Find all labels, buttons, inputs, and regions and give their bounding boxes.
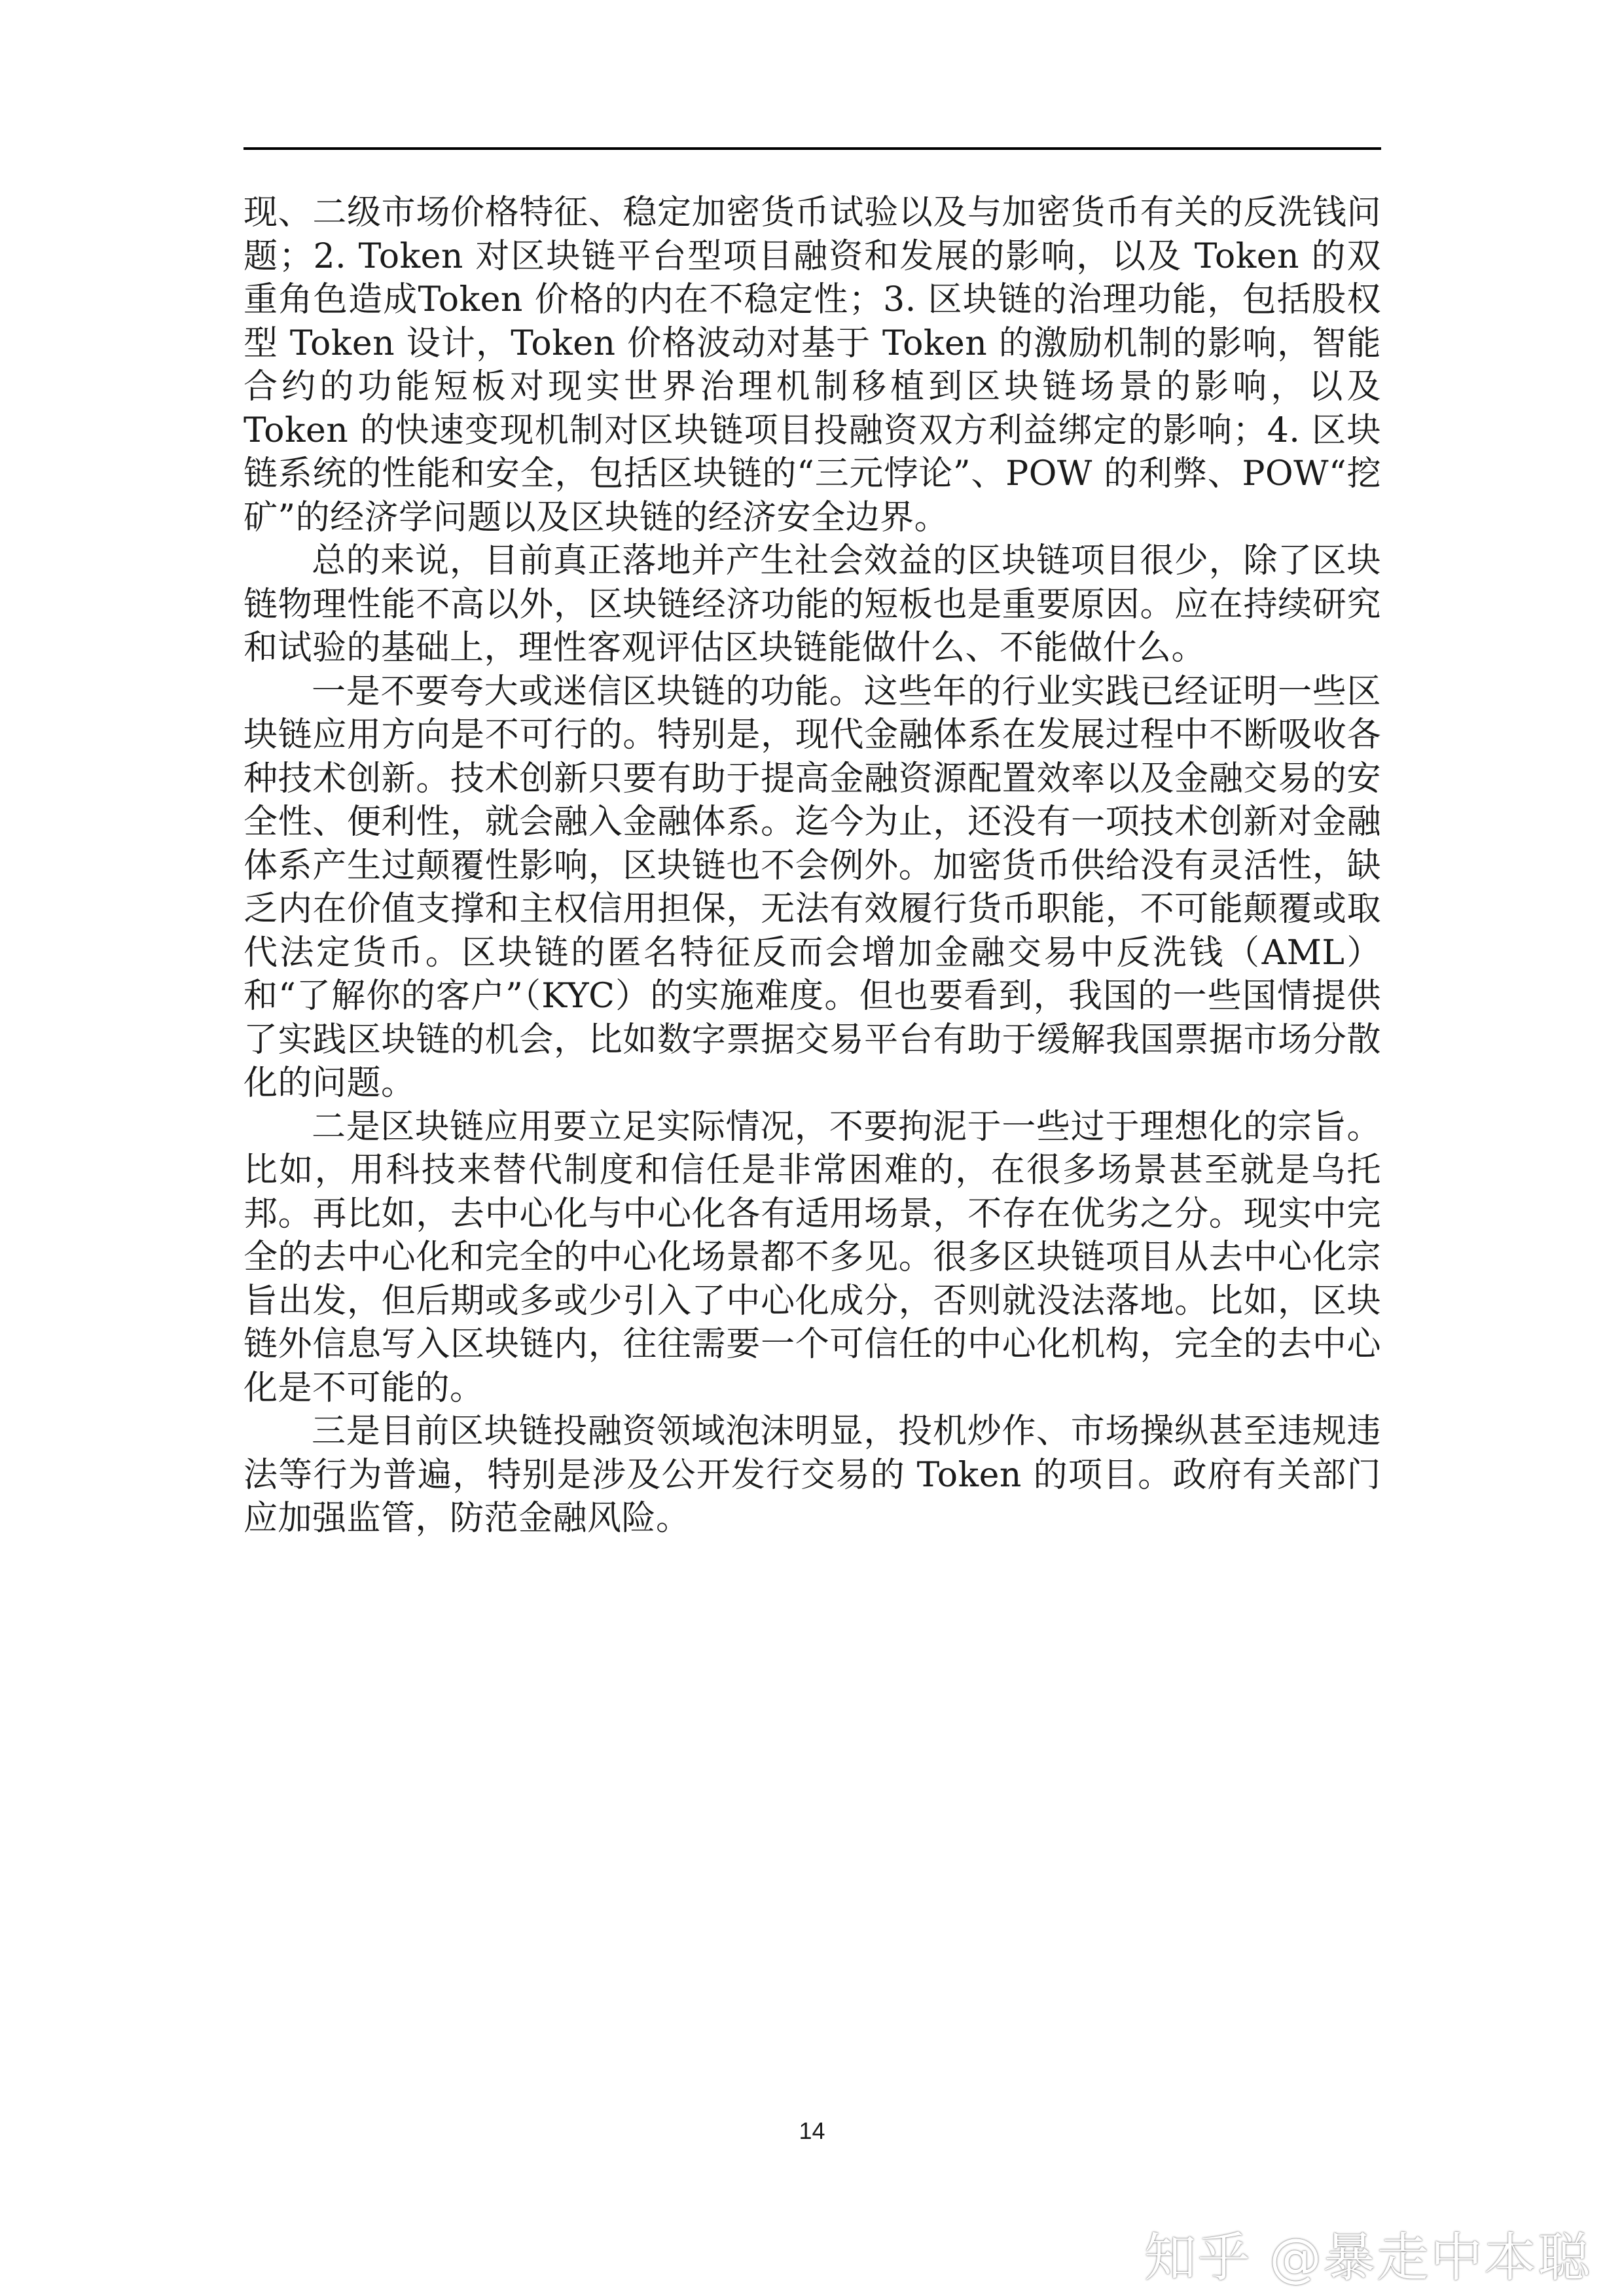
paragraph-point-three: 三是目前区块链投融资领域泡沫明显，投机炒作、市场操纵甚至违规违法等行为普遍，特别是涉及公开发行交易的 Token 的项目。政府有关部门应加强监管，防范金融风险。: [244, 1412, 1381, 1538]
paragraph-summary: 总的来说，目前真正落地并产生社会效益的区块链项目很少，除了区块链物理性能不高以外，区块链经济功能的短板也是重要原因。应在持续研究和试验的基础上，理性客观评估区块链能做什么、不能做什么。: [244, 541, 1381, 668]
paragraph-continuation: 现、二级市场价格特征、稳定加密货币试验以及与加密货币有关的反洗钱问题；2. Token 对区块链平台型项目融资和发展的影响，以及 Token 的双重角色造成Token 价格的内在不稳定性；3. 区块链的治理功能，包括股权型 Token 设计，Token 价格波动对基于 Token 的激励机制的影响，智能合约的功能短板对现实世界治理机制移植到区块链场景的影响，以及 Token 的快速变现机制对区块链项目投融资双方利益绑定的影响；4. 区块链系统的性能和安全，包括区块链的“三元悖论”、POW 的利弊、POW“挖矿”的经济学问题以及区块链的经济安全边界。: [244, 193, 1381, 537]
paragraph-point-two: 二是区块链应用要立足实际情况，不要拘泥于一些过于理想化的宗旨。比如，用科技来替代制度和信任是非常困难的，在很多场景甚至就是乌托邦。再比如，去中心化与中心化各有适用场景，不存在优劣之分。现实中完全的去中心化和完全的中心化场景都不多见。很多区块链项目从去中心化宗旨出发，但后期或多或少引入了中心化成分，否则就没法落地。比如，区块链外信息写入区块链内，往往需要一个可信任的中心化机构，完全的去中心化是不可能的。: [244, 1107, 1381, 1408]
paragraph-point-one: 一是不要夸大或迷信区块链的功能。这些年的行业实践已经证明一些区块链应用方向是不可行的。特别是，现代金融体系在发展过程中不断吸收各种技术创新。技术创新只要有助于提高金融资源配置效率以及金融交易的安全性、便利性，就会融入金融体系。迄今为止，还没有一项技术创新对金融体系产生过颠覆性影响，区块链也不会例外。加密货币供给没有灵活性，缺乏内在价值支撑和主权信用担保，无法有效履行货币职能，不可能颠覆或取代法定货币。区块链的匿名特征反而会增加金融交易中反洗钱（AML）和“了解你的客户”（KYC）的实施难度。但也要看到，我国的一些国情提供了实践区块链的机会，比如数字票据交易平台有助于缓解我国票据市场分散化的问题。: [244, 672, 1381, 1103]
document-body: [244, 191, 1381, 1541]
page-number: 14: [799, 2117, 825, 2144]
watermark: 知乎 @暴走中本聪: [1144, 2227, 1591, 2288]
header-rule: [244, 147, 1381, 150]
